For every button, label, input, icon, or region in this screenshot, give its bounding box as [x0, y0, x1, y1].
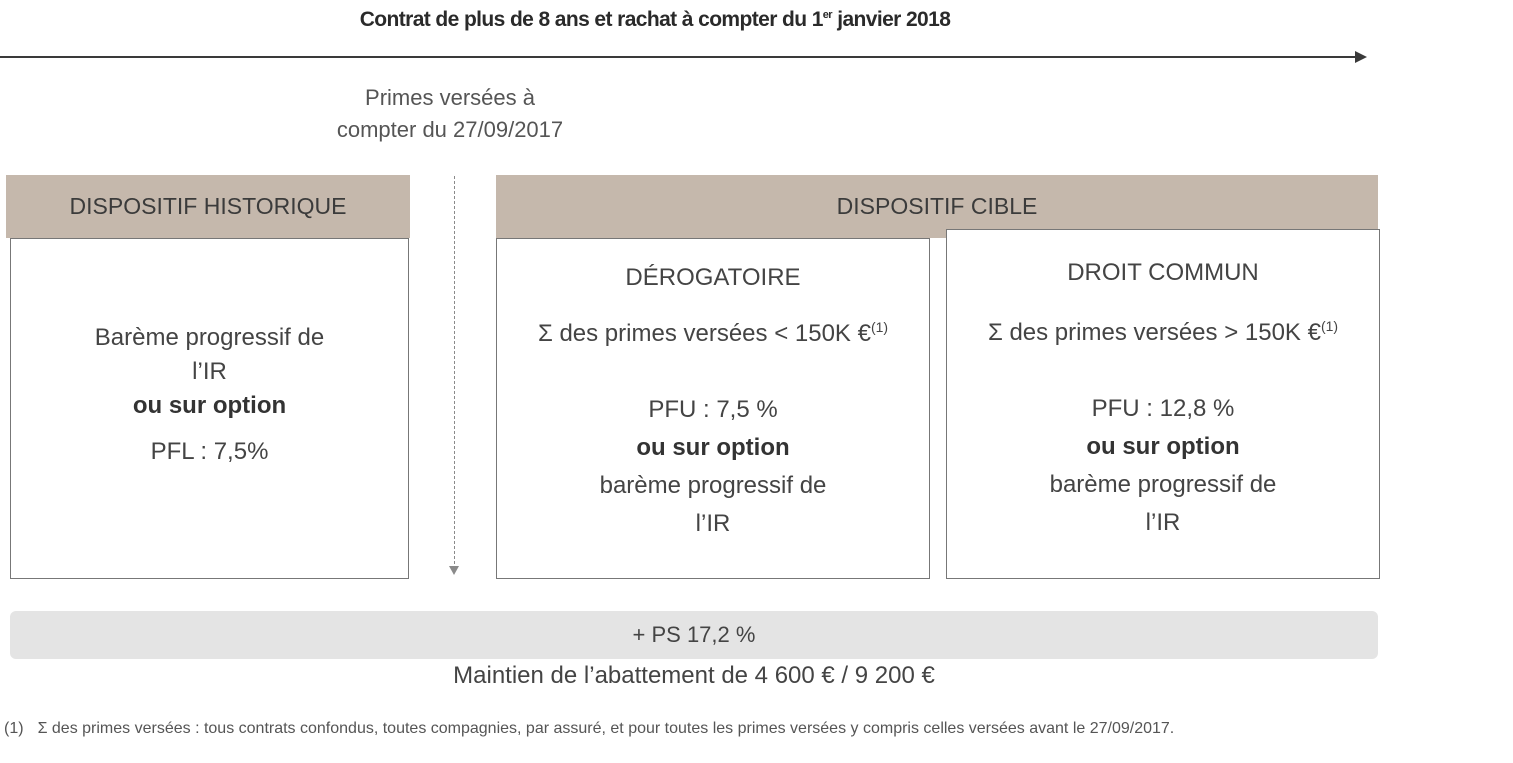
title-tail: janvier 2018 [831, 8, 951, 31]
droit-commun-option: ou sur option [1086, 433, 1240, 460]
droit-commun-content [947, 254, 1379, 542]
footnote [4, 720, 1509, 738]
derogatoire-line2: l’IR [695, 510, 731, 537]
diagram-title [0, 8, 1310, 32]
derogatoire-content [497, 259, 929, 543]
historique-option: ou sur option [132, 392, 287, 419]
derogatoire-condition [497, 315, 929, 353]
droit-commun-box [946, 229, 1380, 579]
date-label-line1: Primes versées à [365, 85, 535, 110]
historique-line2: l’IR [192, 358, 227, 385]
timeline-arrowhead-icon [1355, 51, 1367, 63]
derogatoire-option: ou sur option [636, 434, 790, 461]
date-label [300, 82, 600, 146]
ps-label: + PS 17,2 % [632, 622, 756, 647]
historique-pfl: PFL : 7,5% [150, 438, 269, 465]
historique-line1: Barème progressif de [94, 324, 325, 351]
historique-content [11, 319, 408, 471]
cible-header-label: DISPOSITIF CIBLE [836, 193, 1038, 219]
dashed-separator [454, 176, 455, 564]
timeline-arrow-line [0, 56, 1356, 58]
droit-commun-condition-text: Σ des primes versées > 150K € [987, 319, 1321, 346]
derogatoire-pfu: PFU : 7,5 % [648, 396, 778, 423]
derogatoire-note-ref: (1) [870, 319, 889, 335]
ps-bar [10, 611, 1378, 659]
historique-header [6, 175, 410, 238]
derogatoire-box [496, 238, 930, 579]
title-sup: er [822, 9, 832, 21]
derogatoire-condition-text: Σ des primes versées < 150K € [537, 320, 871, 347]
historique-box [10, 238, 409, 579]
droit-commun-condition [947, 314, 1379, 352]
droit-commun-title: DROIT COMMUN [1067, 259, 1259, 286]
droit-commun-line2: l’IR [1145, 509, 1181, 536]
historique-header-label: DISPOSITIF HISTORIQUE [69, 193, 347, 219]
derogatoire-title: DÉROGATOIRE [625, 264, 801, 291]
derogatoire-line1: barème progressif de [599, 472, 827, 499]
dashed-arrowhead-icon [449, 566, 459, 575]
droit-commun-note-ref: (1) [1320, 318, 1339, 334]
title-main: Contrat de plus de 8 ans et rachat à compter du 1 [359, 8, 823, 31]
footnote-mark: (1) [4, 720, 24, 737]
footnote-text: Σ des primes versées : tous contrats confondus, toutes compagnies, par assuré, et pour toutes les primes versées y compris celles versées avant le 27/09/2017. [37, 720, 1175, 737]
abattement-text: Maintien de l’abattement de 4 600 € / 9 200 € [453, 662, 935, 689]
droit-commun-pfu: PFU : 12,8 % [1091, 395, 1235, 422]
date-label-line2: compter du 27/09/2017 [336, 117, 564, 142]
droit-commun-line1: barème progressif de [1049, 471, 1277, 498]
